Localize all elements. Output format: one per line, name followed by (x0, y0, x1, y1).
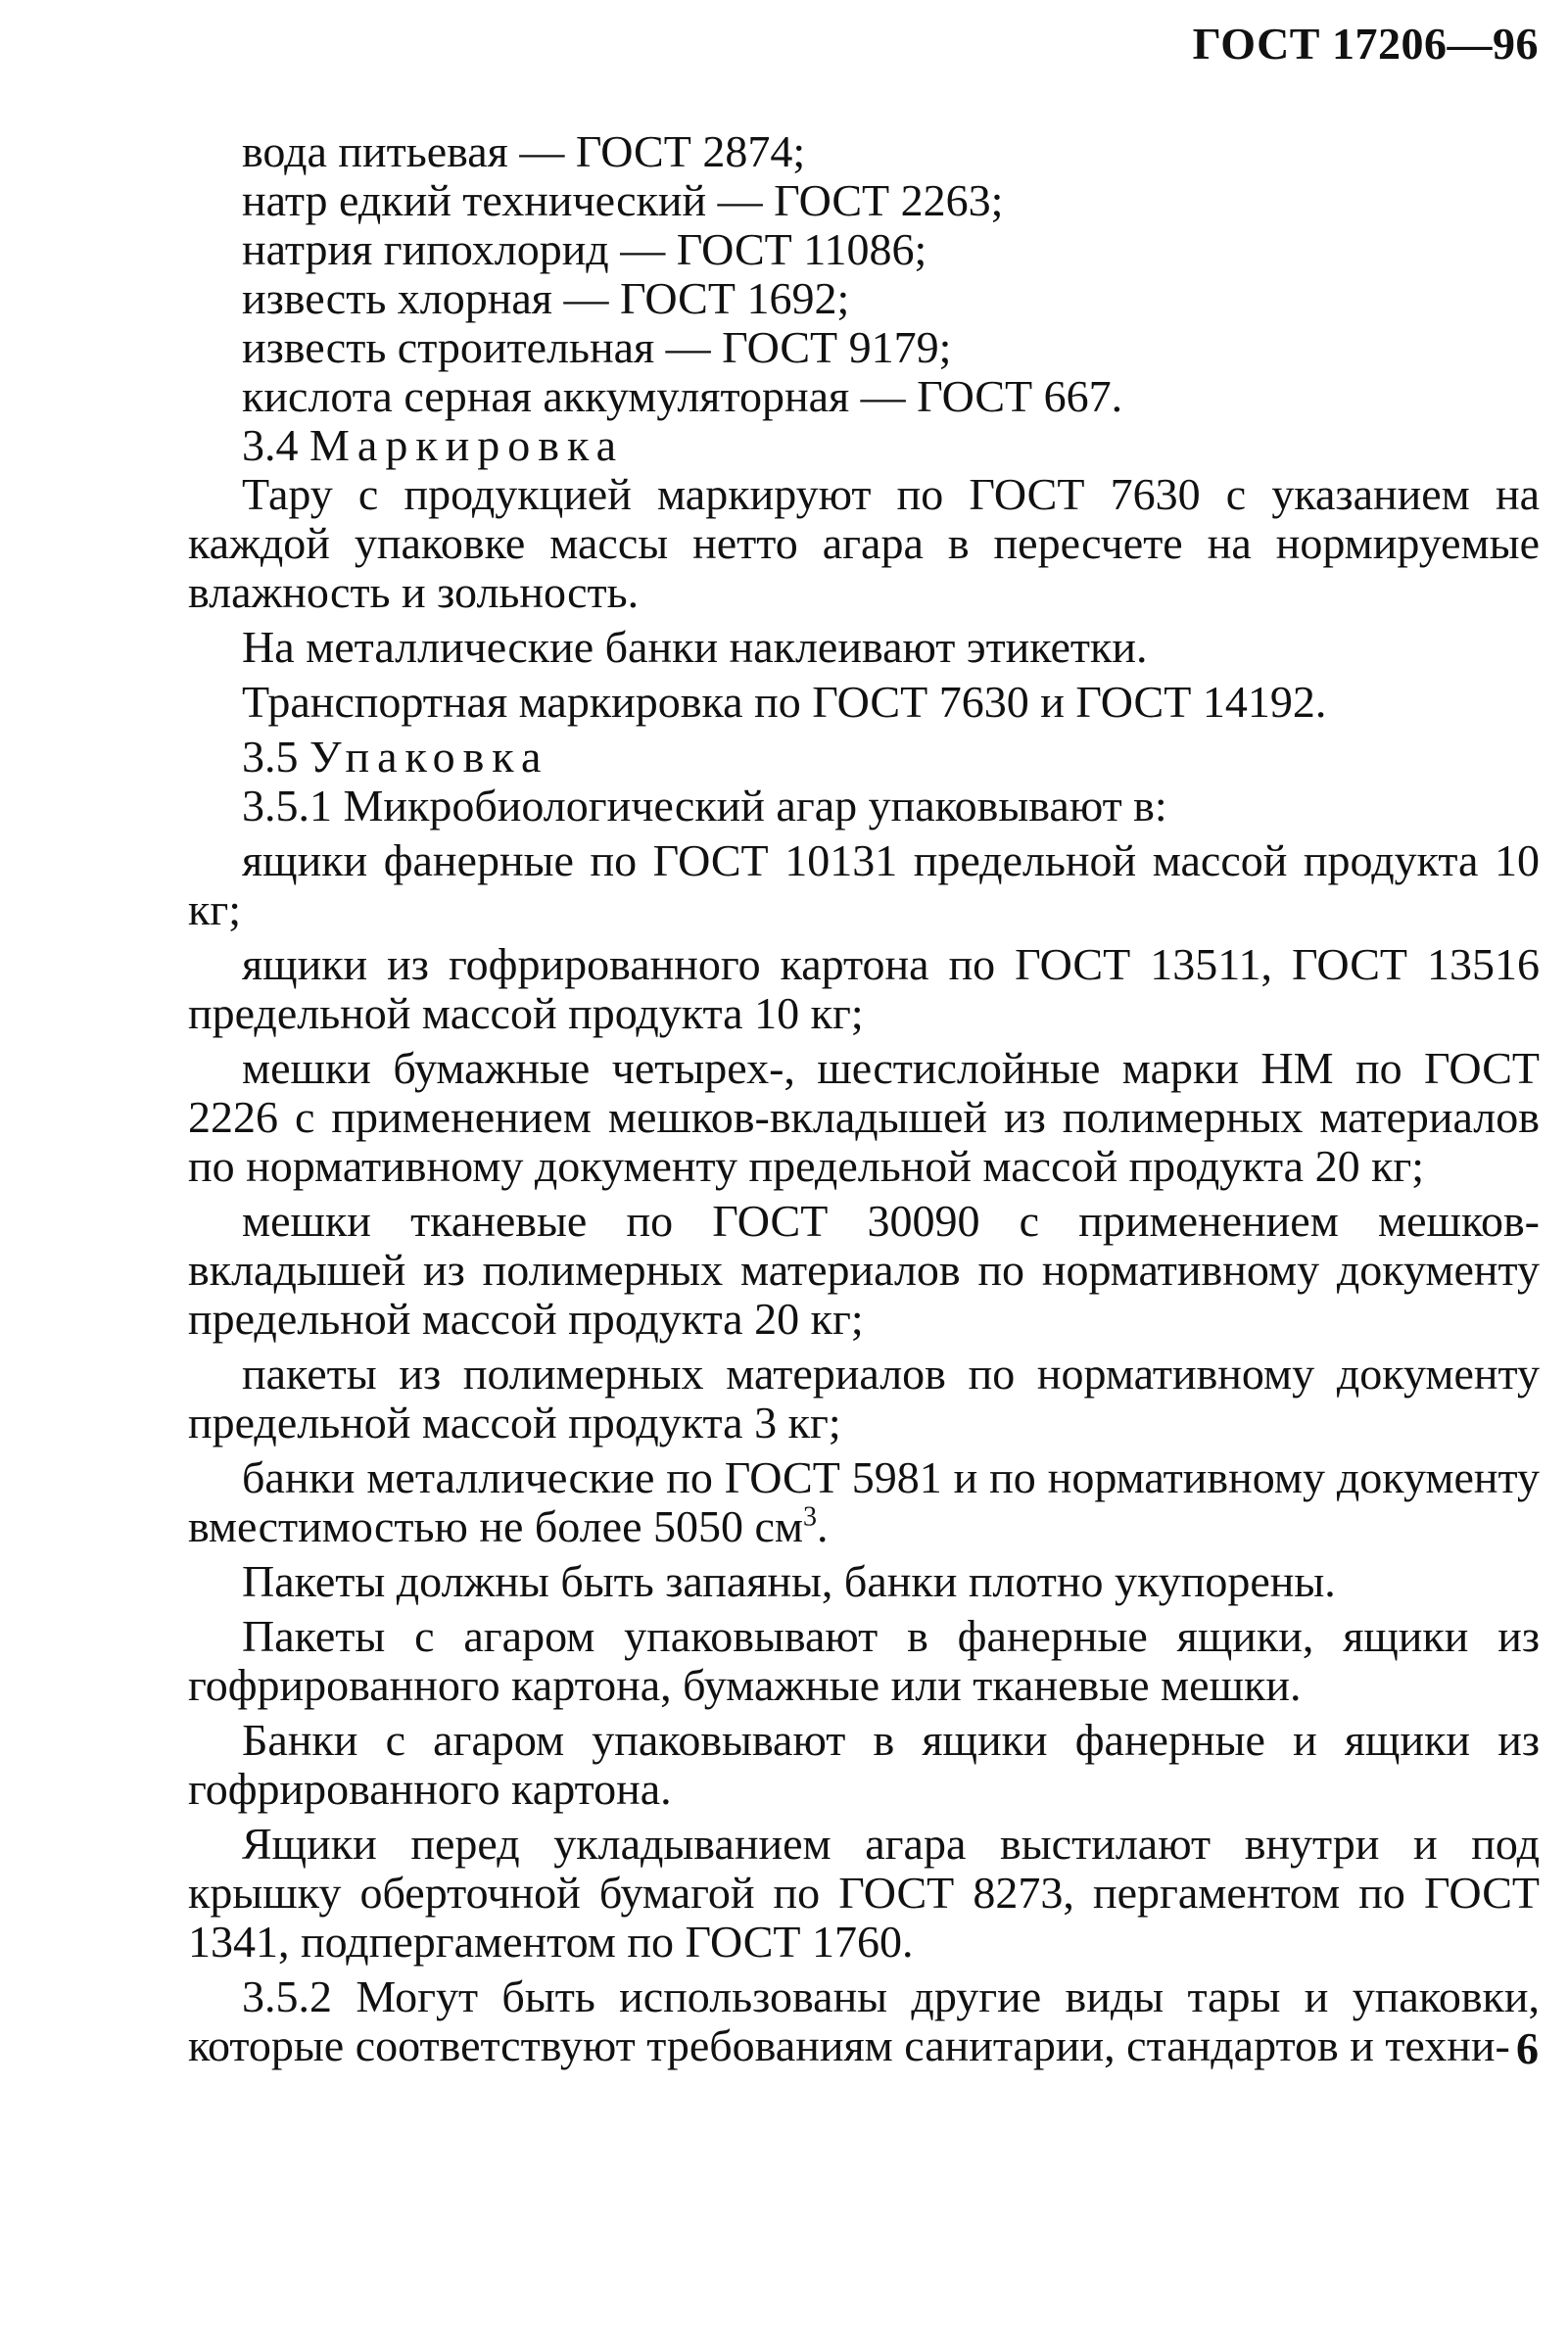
list-item: натр едкий технический — ГОСТ 2263; (242, 175, 1004, 225)
packaging-item: пакеты из полимерных материалов по нормативному документу предельной массой продукта 3 кг; (188, 1349, 1540, 1447)
list-item: кислота серная аккумуляторная — ГОСТ 667. (242, 371, 1123, 421)
list-item: известь строительная — ГОСТ 9179; (242, 322, 952, 372)
packaging-item: мешки тканевые по ГОСТ 30090 с применением мешков-вкладышей из полимерных материалов по нормативному документу предельной массой продукта 20 кг; (188, 1196, 1540, 1344)
list-item: натрия гипохлорид — ГОСТ 11086; (242, 224, 927, 274)
paragraph: На металлические банки наклеивают этикетки. (242, 622, 1148, 672)
section-number: 3.4 (242, 420, 299, 470)
section-title: Упаковка (309, 732, 549, 782)
packaging-item-cans (188, 1453, 1540, 1551)
paragraph: 3.5.1 Микробиологический агар упаковывают в: (242, 781, 1167, 830)
paragraph: Транспортная маркировка по ГОСТ 7630 и ГОСТ 14192. (242, 677, 1327, 727)
paragraph: 3.5.2 Могут быть использованы другие виды тары и упаковки, которые соответствуют требованиям санитарии, стандартов и техни- (188, 1971, 1540, 2070)
packaging-item: ящики из гофрированного картона по ГОСТ 13511, ГОСТ 13516 предельной массой продукта 10 кг; (188, 939, 1540, 1038)
section-title: Маркировка (309, 420, 625, 470)
page-body (188, 127, 1540, 2076)
paragraph: Пакеты с агаром упаковывают в фанерные ящики, ящики из гофрированного картона, бумажные или тканевые мешки. (188, 1611, 1540, 1710)
superscript: 3 (803, 1501, 818, 1533)
cans-text: банки металлические по ГОСТ 5981 и по нормативному документу вместимостью не более 5050 см (188, 1452, 1540, 1551)
section-heading-marking (188, 421, 1540, 470)
packaging-item: ящики фанерные по ГОСТ 10131 предельной массой продукта 10 кг; (188, 835, 1540, 934)
list-item: известь хлорная — ГОСТ 1692; (242, 273, 850, 323)
section-number: 3.5 (242, 732, 299, 782)
list-item: вода питьевая — ГОСТ 2874; (242, 126, 806, 176)
paragraph: Ящики перед укладыванием агара выстилают внутри и под крышку оберточной бумагой по ГОСТ 8273, пергаментом по ГОСТ 1341, подпергаментом по ГОСТ 1760. (188, 1819, 1540, 1967)
cans-end: . (817, 1501, 829, 1551)
document-code: ГОСТ 17206—96 (1192, 19, 1539, 69)
packaging-item: мешки бумажные четырех-, шестислойные марки НМ по ГОСТ 2226 с применением мешков-вкладышей из полимерных материалов по нормативному документу предельной массой продукта 20 кг; (188, 1043, 1540, 1191)
paragraph: Тару с продукцией маркируют по ГОСТ 7630 с указанием на каждой упаковке массы нетто агара в пересчете на нормируемые влажность и зольность. (188, 469, 1540, 617)
section-heading-packaging (188, 733, 1540, 782)
paragraph: Пакеты должны быть запаяны, банки плотно укупорены. (242, 1556, 1336, 1606)
page-number: 6 (1516, 2023, 1539, 2073)
paragraph: Банки с агаром упаковывают в ящики фанерные и ящики из гофрированного картона. (188, 1715, 1540, 1814)
